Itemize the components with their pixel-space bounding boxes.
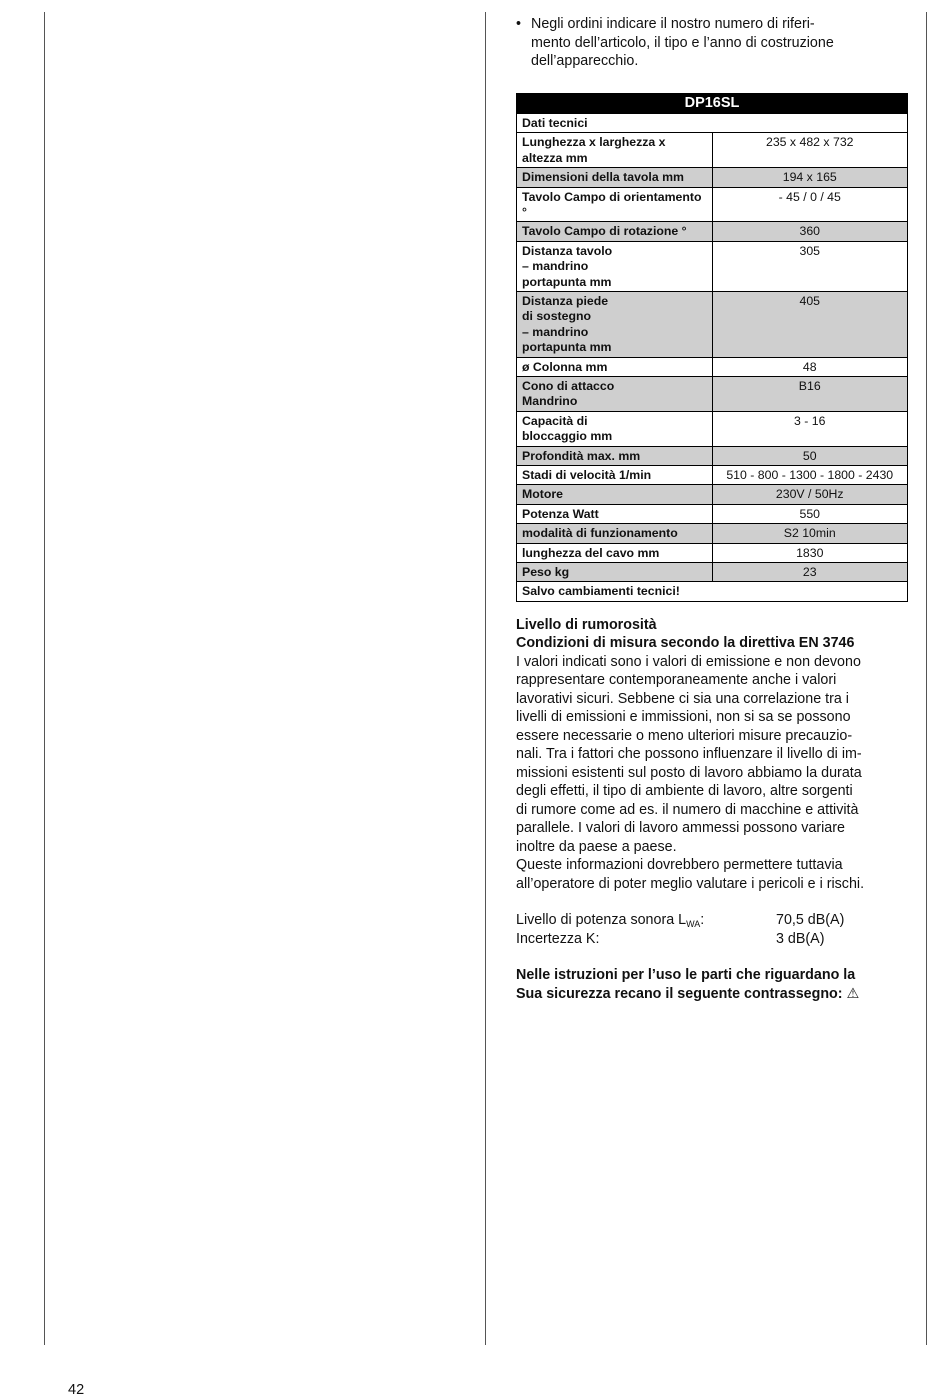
noise-paragraph	[516, 653, 908, 894]
noise-line: lavorativi sicuri. Sebbene ci sia una correlazione tra i	[516, 690, 849, 707]
spec-label: Distanza tavolo – mandrino portapunta mm	[517, 241, 713, 291]
table-row	[517, 133, 908, 168]
noise-section	[516, 616, 908, 894]
table-row	[517, 291, 908, 357]
uncertainty-label: Incertezza K:	[516, 930, 600, 947]
column-rule-middle	[485, 12, 486, 1345]
page-number: 42	[68, 1382, 85, 1398]
noise-line: degli effetti, il tipo di ambiente di lavoro, altre sorgenti	[516, 783, 853, 800]
right-column	[516, 15, 908, 1003]
table-footer-row	[517, 582, 908, 601]
spec-value: 48	[712, 357, 908, 376]
spec-value: 3 - 16	[712, 411, 908, 446]
spec-value: 1830	[712, 543, 908, 562]
uncertainty-row	[516, 930, 908, 949]
spec-label: Tavolo Campo di orientamento °	[517, 187, 713, 222]
spec-label: Dimensioni della tavola mm	[517, 168, 713, 187]
spec-value: 305	[712, 241, 908, 291]
table-row	[517, 504, 908, 523]
table-row	[517, 563, 908, 582]
sound-power-label: Livello di potenza sonora $L_{WA}$:	[516, 912, 705, 930]
spec-value: 510 - 800 - 1300 - 1800 - 2430	[712, 466, 908, 485]
noise-line: essere necessarie o meno ulteriori misure precauzio-	[516, 727, 853, 744]
spec-value: 235 x 482 x 732	[712, 133, 908, 168]
noise-line: Queste informazioni dovrebbero permettere tuttavia	[516, 857, 843, 874]
section-label: Dati tecnici	[517, 113, 908, 132]
noise-measurements	[516, 911, 908, 948]
sound-power-row	[516, 911, 908, 930]
column-rule-left	[44, 12, 45, 1345]
noise-line: all’operatore di poter meglio valutare i pericoli e i rischi.	[516, 875, 865, 892]
order-note	[516, 15, 908, 71]
table-footer: Salvo cambiamenti tecnici!	[517, 582, 908, 601]
order-note-text: Negli ordini indicare il nostro numero di riferi- mento dell’articolo, il tipo e l’anno di costruzione dell’apparecchio.	[531, 16, 834, 69]
safety-note-text: Nelle istruzioni per l’uso le parti che riguardano la Sua sicurezza recano il seguente contrassegno:	[516, 967, 856, 1002]
table-row	[517, 168, 908, 187]
table-row	[517, 446, 908, 465]
noise-line: di rumore come ad es. il numero di macchine e attività	[516, 801, 859, 818]
table-header-row	[517, 93, 908, 113]
spec-label: ø Colonna mm	[517, 357, 713, 376]
spec-value: 405	[712, 291, 908, 357]
spec-label: modalità di funzionamento	[517, 524, 713, 543]
spec-value: S2 10min	[712, 524, 908, 543]
sound-power-value: 70,5 dB(A)	[776, 912, 845, 929]
spec-label: Lunghezza x larghezza x altezza mm	[517, 133, 713, 168]
table-row	[517, 411, 908, 446]
spec-value: 230V / 50Hz	[712, 485, 908, 504]
column-rule-right	[926, 12, 927, 1345]
spec-value: 23	[712, 563, 908, 582]
noise-line: parallele. I valori di lavoro ammessi possono variare	[516, 820, 845, 837]
bullet-symbol: •	[516, 16, 522, 32]
table-row	[517, 466, 908, 485]
noise-subtitle: Condizioni di misura secondo la direttiva EN 3746	[516, 635, 855, 652]
spec-value: 194 x 165	[712, 168, 908, 187]
technical-data-table	[516, 93, 908, 602]
section-row	[517, 113, 908, 132]
spec-value: 360	[712, 222, 908, 241]
noise-title: Livello di rumorosità	[516, 616, 657, 633]
spec-value: 550	[712, 504, 908, 523]
table-row	[517, 543, 908, 562]
spec-label: Peso kg	[517, 563, 713, 582]
spec-label: Profondità max. mm	[517, 446, 713, 465]
table-row	[517, 187, 908, 222]
safety-note	[516, 966, 908, 1003]
spec-label: Tavolo Campo di rotazione °	[517, 222, 713, 241]
spec-label: Capacità di bloccaggio mm	[517, 411, 713, 446]
warning-triangle-icon: ⚠	[846, 985, 860, 1002]
spec-value: - 45 / 0 / 45	[712, 187, 908, 222]
spec-label: Stadi di velocità 1/min	[517, 466, 713, 485]
table-row	[517, 357, 908, 376]
model-name: DP16SL	[517, 93, 908, 113]
spec-label: Motore	[517, 485, 713, 504]
noise-line: rappresentare contemporaneamente anche i valori	[516, 672, 837, 689]
spec-label: Potenza Watt	[517, 504, 713, 523]
spec-label: Distanza piede di sostegno – mandrino portapunta mm	[517, 291, 713, 357]
table-row	[517, 524, 908, 543]
noise-line: nali. Tra i fattori che possono influenzare il livello di im-	[516, 746, 862, 763]
table-row	[517, 241, 908, 291]
noise-line: livelli di emissioni e immissioni, non si sa se possono	[516, 709, 851, 726]
uncertainty-value: 3 dB(A)	[776, 930, 825, 947]
noise-line: inoltre da paese a paese.	[516, 838, 677, 855]
spec-label: Cono di attacco Mandrino	[517, 377, 713, 412]
spec-value: 50	[712, 446, 908, 465]
table-row	[517, 485, 908, 504]
table-row	[517, 222, 908, 241]
table-row	[517, 377, 908, 412]
spec-label: lunghezza del cavo mm	[517, 543, 713, 562]
noise-line: I valori indicati sono i valori di emissione e non devono	[516, 653, 861, 670]
spec-value: B16	[712, 377, 908, 412]
noise-line: missioni esistenti sul posto di lavoro abbiamo la durata	[516, 764, 862, 781]
